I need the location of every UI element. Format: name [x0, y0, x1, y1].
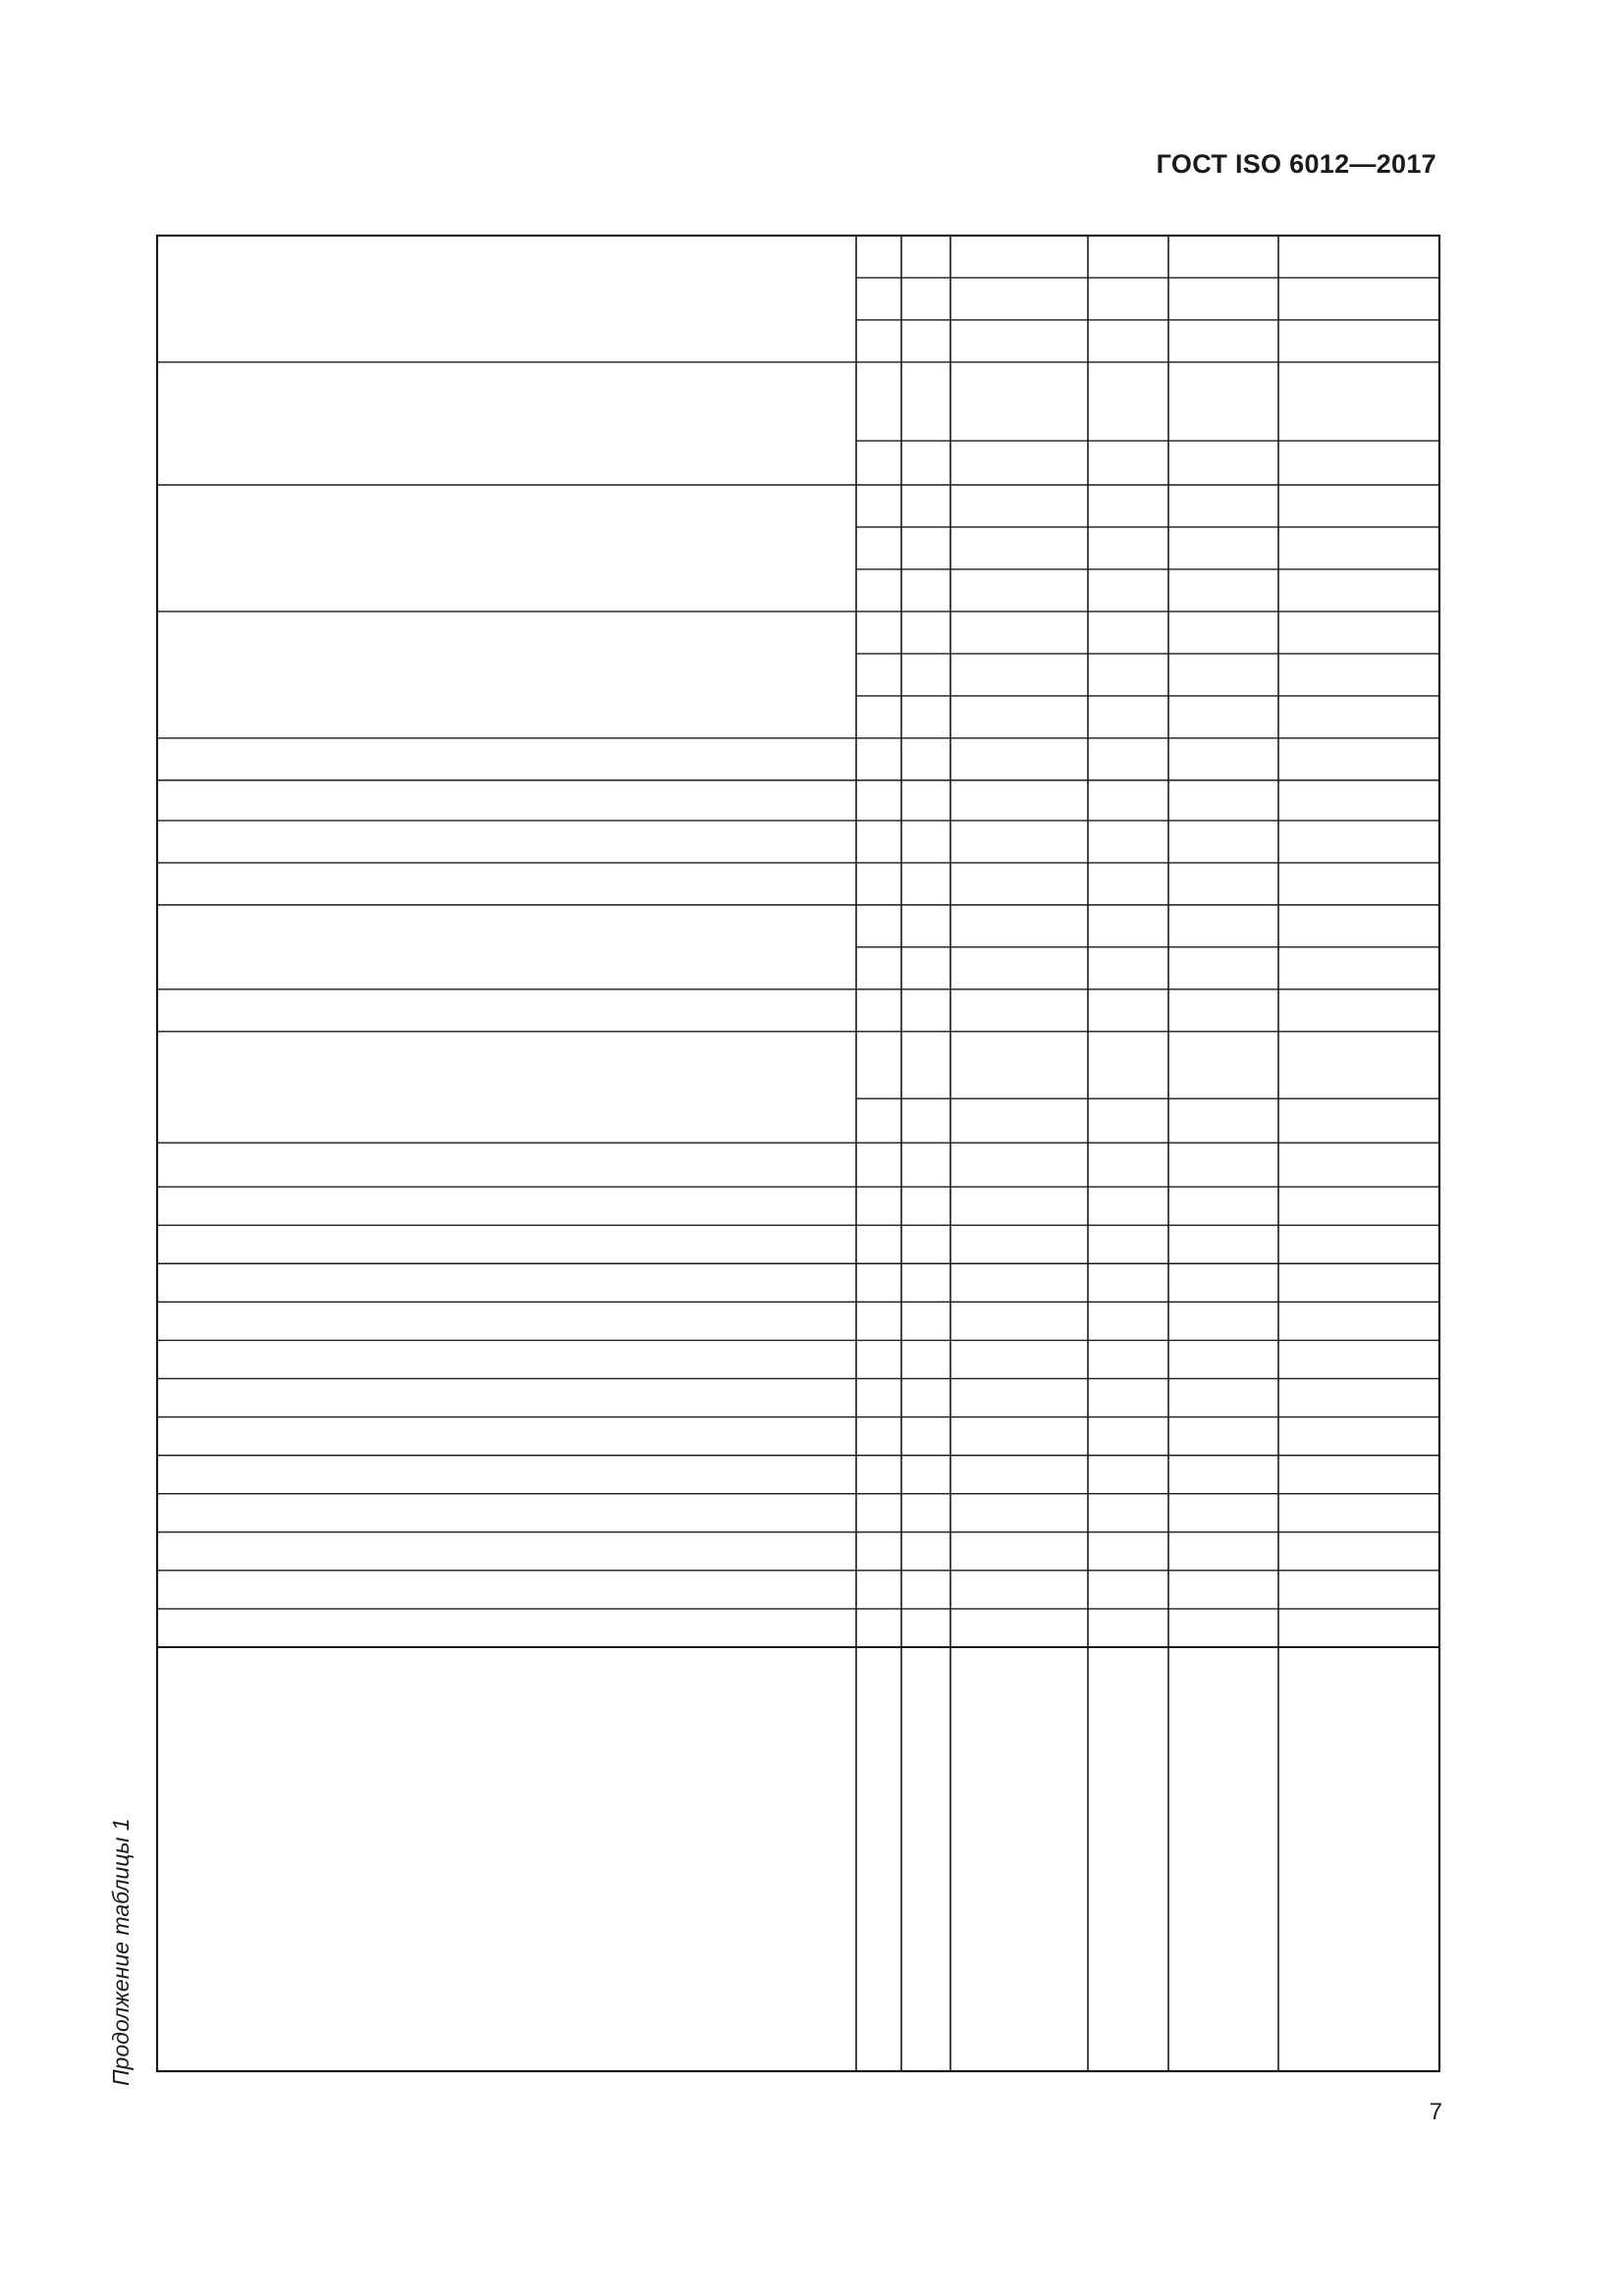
table-caption: Продолжение таблицы 1 — [108, 1818, 134, 2086]
document-id: ГОСТ ISO 6012—2017 — [1156, 149, 1436, 179]
table-border — [157, 236, 1439, 2071]
page-number: 7 — [1429, 2099, 1442, 2125]
